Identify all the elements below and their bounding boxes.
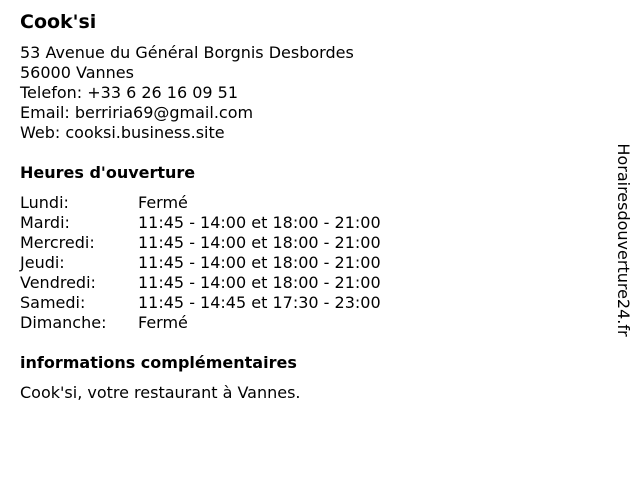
- web-line[interactable]: Web: cooksi.business.site: [20, 123, 225, 142]
- additional-info-heading: informations complémentaires: [20, 353, 297, 372]
- source-watermark-label[interactable]: Horairesdouverture24.fr: [614, 143, 633, 337]
- time-value: Fermé: [138, 193, 188, 212]
- hours-row-lundi: [20, 193, 590, 213]
- hours-row-mardi: [20, 213, 590, 233]
- day-label: Samedi:: [20, 293, 86, 312]
- day-label: Dimanche:: [20, 313, 107, 332]
- business-name: Cook'si: [20, 11, 97, 33]
- email-line[interactable]: Email: berriria69@gmail.com: [20, 103, 254, 122]
- contact-block: [20, 43, 590, 143]
- hours-row-samedi: [20, 293, 590, 313]
- additional-info-text: Cook'si, votre restaurant à Vannes.: [20, 383, 301, 402]
- time-value: 11:45 - 14:45 et 17:30 - 23:00: [138, 293, 381, 312]
- time-value: 11:45 - 14:00 et 18:00 - 21:00: [138, 213, 381, 232]
- hours-row-vendredi: [20, 273, 590, 293]
- day-label: Jeudi:: [20, 253, 65, 272]
- business-card: [20, 10, 590, 403]
- day-label: Mardi:: [20, 213, 70, 232]
- hours-row-dimanche: [20, 313, 590, 333]
- address-line-1: 53 Avenue du Général Borgnis Desbordes: [20, 43, 354, 62]
- time-value: 11:45 - 14:00 et 18:00 - 21:00: [138, 273, 381, 292]
- day-label: Mercredi:: [20, 233, 95, 252]
- address-line-2: 56000 Vannes: [20, 63, 134, 82]
- hours-row-jeudi: [20, 253, 590, 273]
- time-value: 11:45 - 14:00 et 18:00 - 21:00: [138, 253, 381, 272]
- phone-line[interactable]: Telefon: +33 6 26 16 09 51: [20, 83, 239, 102]
- opening-hours-table: [20, 193, 590, 333]
- time-value: Fermé: [138, 313, 188, 332]
- day-label: Vendredi:: [20, 273, 96, 292]
- day-label: Lundi:: [20, 193, 69, 212]
- hours-row-mercredi: [20, 233, 590, 253]
- time-value: 11:45 - 14:00 et 18:00 - 21:00: [138, 233, 381, 252]
- opening-hours-heading: Heures d'ouverture: [20, 163, 196, 182]
